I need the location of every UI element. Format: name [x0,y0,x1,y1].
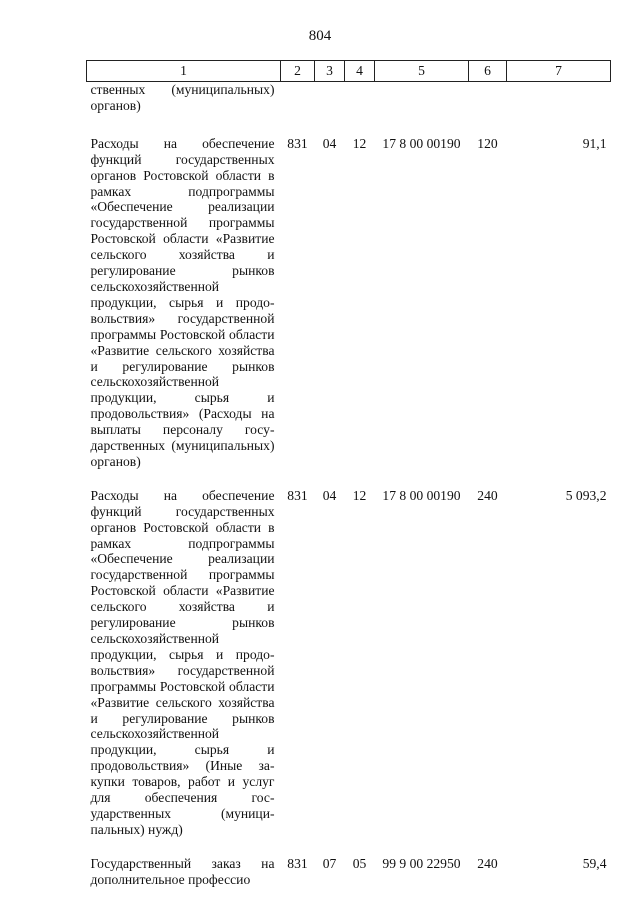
continuation-text: ственных (муниципальных) органов) [90,82,275,113]
row-section-code: 04 [322,135,337,151]
row-name: Расходы на обеспечение функций государственных органов Ростовской области в рамках подпрограммы «Обеспечение реализации государственной программы Ростовской области «Развитие сельского хозяйства и регулирование рынков сельскохозяйственной продукции, сырья и продовольствия» государственной программы Ростовской области «Развитие сельского хозяйства и регулирование рынков сельскохозяйственной продукции, сырья и продовольствия» (Расходы на выплаты персоналу государственных (муниципальных) органов) [90,135,275,469]
row-expense-type-code: 240 [477,487,498,503]
header-col-4: 4 [345,61,375,82]
table-row-continuation [87,82,611,114]
table-header-row [87,61,611,82]
row-name: Государственный заказ на дополнительное профессио [90,855,275,887]
header-col-7: 7 [507,61,611,82]
row-amount: 5 093,2 [565,487,607,503]
header-col-5: 5 [375,61,469,82]
row-subsection-code: 05 [352,855,367,871]
row-ministry-code: 831 [287,855,308,871]
row-expense-type-code: 240 [477,855,498,871]
row-target-code: 17 8 00 00190 [382,487,461,503]
header-col-1: 1 [87,61,281,82]
budget-table [86,60,611,888]
row-ministry-code: 831 [287,487,308,503]
table-row [87,480,611,838]
row-ministry-code: 831 [287,135,308,151]
table-row [87,848,611,888]
row-subsection-code: 12 [352,487,367,503]
row-subsection-code: 12 [352,135,367,151]
row-target-code: 17 8 00 00190 [382,135,461,151]
row-amount: 59,4 [582,855,607,871]
table-row [87,128,611,470]
row-amount: 91,1 [582,135,607,151]
row-section-code: 04 [322,487,337,503]
row-expense-type-code: 120 [477,135,498,151]
row-section-code: 07 [322,855,337,871]
row-target-code: 99 9 00 22950 [382,855,461,871]
header-col-2: 2 [281,61,315,82]
page-number: 804 [308,28,332,44]
header-col-3: 3 [315,61,345,82]
row-name: Расходы на обеспечение функций государственных органов Ростовской области в рамках подпрограммы «Обеспечение реализации государственной программы Ростовской области «Развитие сельского хозяйства и регулирование рынков сельскохозяйственной продукции, сырья и продовольствия» государственной программы Ростовской области «Развитие сельского хозяйства и регулирование рынков сельскохозяйственной продукции, сырья и продовольствия» (Иные закупки товаров, работ и услуг для обеспечения государственных (муниципальных) нужд) [90,487,275,837]
header-col-6: 6 [469,61,507,82]
